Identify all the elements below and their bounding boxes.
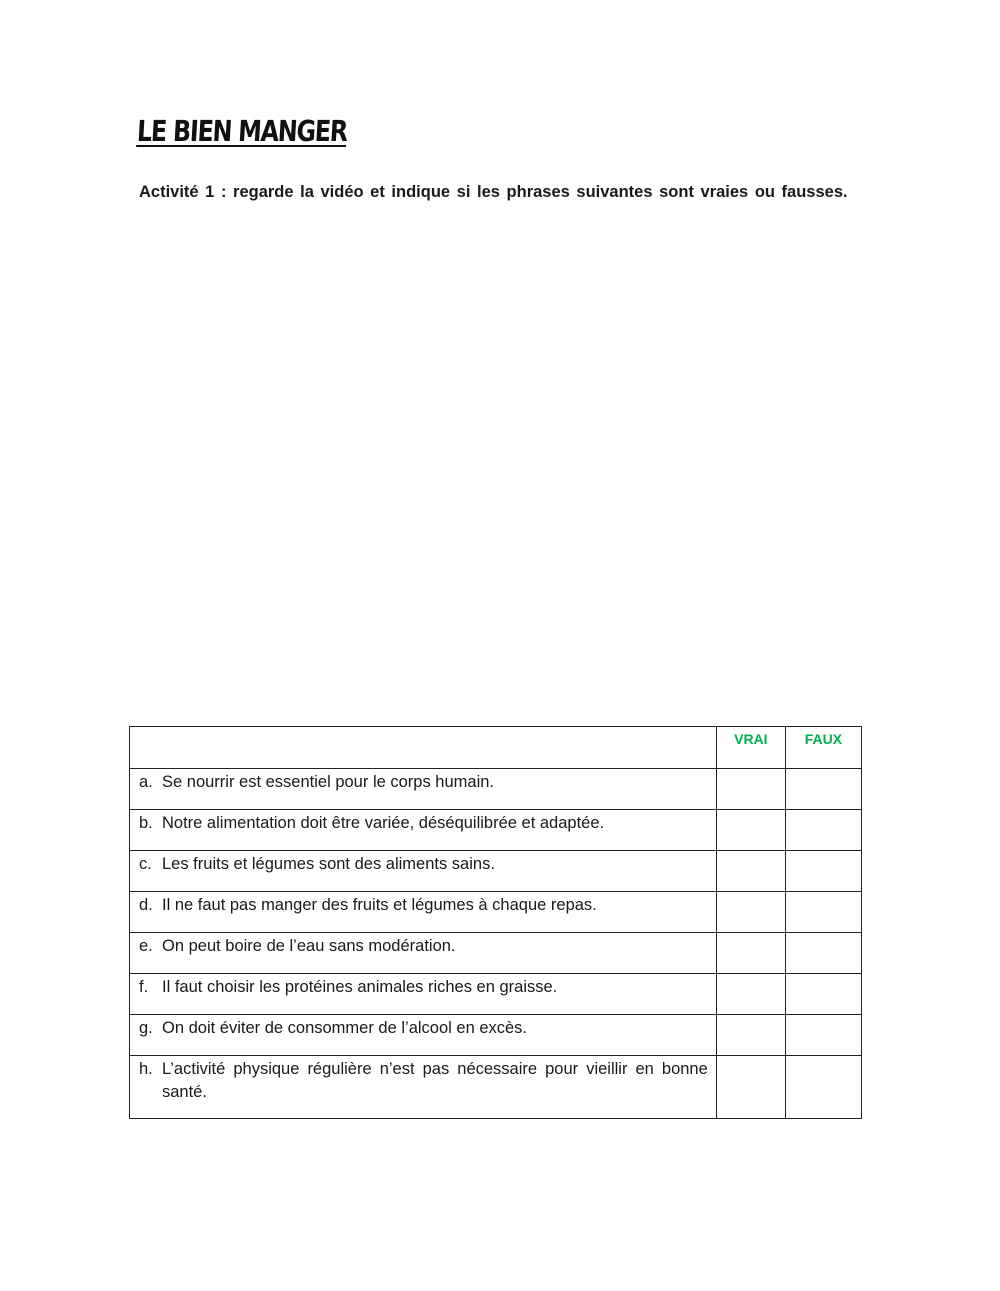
faux-cell [785, 974, 861, 1015]
statement-letter: h. [139, 1060, 153, 1078]
table-row [130, 769, 862, 810]
statement-letter: g. [139, 1019, 153, 1037]
statement-header-cell [130, 727, 717, 769]
table-row [130, 892, 862, 933]
table-row [130, 933, 862, 974]
vrai-header-label: VRAI [734, 731, 768, 747]
statement-letter: c. [139, 855, 152, 873]
vrai-cell [716, 810, 785, 851]
statement-text: Se nourrir est essentiel pour le corps humain. [162, 773, 494, 791]
statement-text: Les fruits et légumes sont des aliments sains. [162, 855, 495, 873]
table-row [130, 851, 862, 892]
table-row [130, 1056, 862, 1119]
statement-letter: f. [139, 978, 149, 996]
vrai-cell [716, 851, 785, 892]
table-row [130, 974, 862, 1015]
faux-answer-box[interactable] [786, 933, 861, 973]
vrai-answer-box[interactable] [717, 974, 785, 1014]
faux-answer-box[interactable] [786, 851, 861, 891]
faux-answer-box[interactable] [786, 1056, 861, 1118]
vrai-answer-box[interactable] [717, 933, 785, 973]
table-header-row [130, 727, 862, 769]
faux-cell [785, 1056, 861, 1119]
vrai-answer-box[interactable] [717, 769, 785, 809]
vrai-answer-box[interactable] [717, 851, 785, 891]
faux-cell [785, 1015, 861, 1056]
statement-letter: a. [139, 773, 153, 791]
page-title: LE BIEN MANGER [136, 114, 348, 148]
statement-cell [130, 851, 717, 892]
vrai-cell [716, 769, 785, 810]
statement-cell [130, 933, 717, 974]
statement-cell [130, 892, 717, 933]
faux-answer-box[interactable] [786, 810, 861, 850]
faux-header-label: FAUX [804, 731, 843, 747]
statement-text: Il faut choisir les protéines animales riches en graisse. [162, 978, 558, 996]
faux-cell [785, 933, 861, 974]
faux-cell [785, 851, 861, 892]
true-false-table [129, 726, 862, 1119]
statement-letter: b. [139, 814, 153, 832]
vrai-answer-box[interactable] [717, 1015, 785, 1055]
faux-answer-box[interactable] [786, 1015, 861, 1055]
faux-answer-box[interactable] [786, 892, 861, 932]
vrai-answer-box[interactable] [717, 892, 785, 932]
faux-header [785, 727, 861, 769]
vrai-cell [716, 892, 785, 933]
faux-cell [785, 892, 861, 933]
vrai-answer-box[interactable] [717, 810, 785, 850]
table-row [130, 1015, 862, 1056]
statement-text: On doit éviter de consommer de l’alcool en excès. [162, 1019, 528, 1037]
faux-answer-box[interactable] [786, 769, 861, 809]
statement-cell [130, 810, 717, 851]
vrai-header [716, 727, 785, 769]
statement-cell [130, 1015, 717, 1056]
statement-text: On peut boire de l’eau sans modération. [162, 937, 456, 955]
statement-cell [130, 769, 717, 810]
statement-text: Il ne faut pas manger des fruits et légumes à chaque repas. [162, 896, 597, 914]
vrai-cell [716, 1056, 785, 1119]
vrai-cell [716, 933, 785, 974]
table-row [130, 810, 862, 851]
vrai-answer-box[interactable] [717, 1056, 785, 1118]
faux-answer-box[interactable] [786, 974, 861, 1014]
vrai-cell [716, 974, 785, 1015]
faux-cell [785, 810, 861, 851]
statement-text: Notre alimentation doit être variée, déséquilibrée et adaptée. [162, 814, 605, 832]
statement-cell [130, 1056, 717, 1119]
faux-cell [785, 769, 861, 810]
statement-letter: d. [139, 896, 153, 914]
statement-letter: e. [139, 937, 153, 955]
statement-text: L’activité physique régulière n’est pas nécessaire pour vieillir en bonne santé. [162, 1060, 708, 1101]
vrai-cell [716, 1015, 785, 1056]
statement-cell [130, 974, 717, 1015]
activity-instructions: Activité 1 : regarde la vidéo et indique si les phrases suivantes sont vraies ou fausses. [139, 183, 848, 201]
